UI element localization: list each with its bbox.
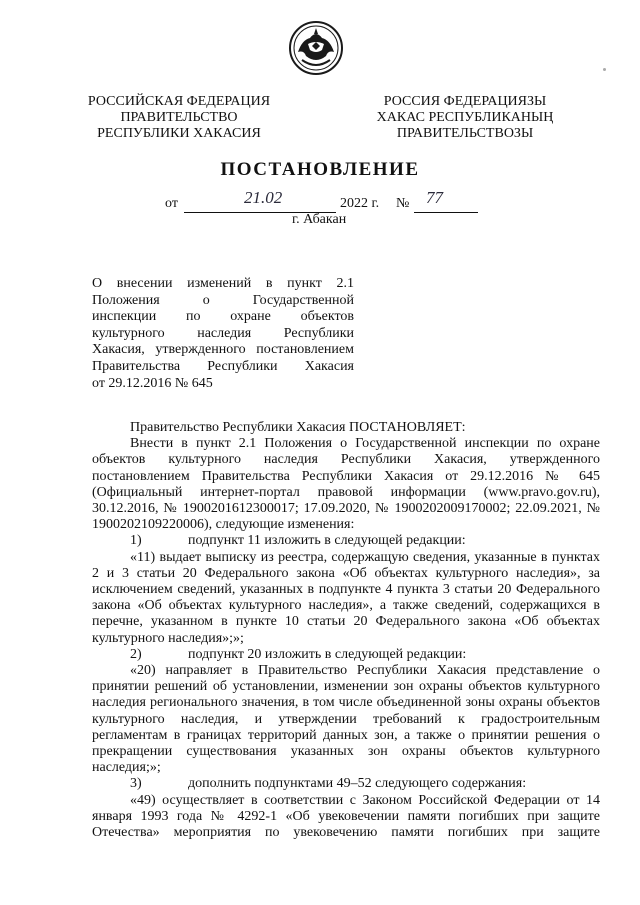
- header-left-line: ПРАВИТЕЛЬСТВО: [120, 110, 238, 125]
- header-left-block: [64, 94, 294, 142]
- subject-line: Правительства Республики Хакасия: [92, 358, 354, 374]
- header-right-line: ПРАВИТЕЛЬСТВОЗЫ: [396, 126, 534, 141]
- header-left-line: РОССИЙСКАЯ ФЕДЕРАЦИЯ: [87, 94, 271, 109]
- scan-speck: [603, 68, 606, 71]
- subject-line: Хакасия, утвержденного постановлением: [92, 342, 354, 358]
- city-name: г. Абакан: [292, 212, 347, 227]
- handwritten-number: 77: [426, 188, 443, 207]
- quote-paragraph-2: «20) направляет в Правительство Республики Хакасия представление о принятии решений об установлении, изменении зон охраны объектов культурного наследия регионального значения, в том числе объединенной зоны охраны объектов культурного наследия, и утверждении требований к градостроительным регламентам в границах территорий данных зон, а также о принятии решения о прекращении существования указанных зон охраны объектов культурного наследия;»;: [92, 663, 600, 776]
- list-item-text: подпункт 11 изложить в следующей редакции:: [188, 533, 466, 549]
- handwritten-date: 21.02: [244, 188, 283, 207]
- list-item-text: дополнить подпунктами 49–52 следующего содержания:: [188, 776, 527, 792]
- quote-paragraph-3: «49) осуществляет в соответствии с Законом Российской Федерации от 14 января 1993 года № 4292-1 «Об увековечении памяти погибших при защите Отечества» мероприятия по увековечению памяти погибших при защите: [92, 792, 600, 841]
- date-year: 2022 г.: [340, 196, 380, 211]
- header-left-line: РЕСПУБЛИКИ ХАКАСИЯ: [97, 126, 261, 141]
- number-sign: №: [396, 196, 410, 211]
- subject-block: [92, 276, 354, 392]
- decree-paragraph: Правительство Республики Хакасия ПОСТАНОВЛЯЕТ:: [130, 420, 466, 435]
- khakassia-coat-of-arms-icon: [288, 20, 344, 76]
- subject-line: О внесении изменений в пункт 2.1: [92, 276, 354, 291]
- list-item-text: подпункт 20 изложить в следующей редакции:: [188, 646, 467, 662]
- list-item-number: 1): [130, 533, 142, 549]
- list-item-number: 3): [130, 776, 142, 792]
- subject-line: культурного наследия Республики: [92, 325, 354, 341]
- header-right-line: РОССИЯ ФЕДЕРАЦИЯЗЫ: [383, 94, 547, 109]
- list-item-1: [92, 533, 600, 549]
- list-item-3: [92, 776, 600, 792]
- subject-line: от 29.12.2016 № 645: [92, 375, 213, 391]
- document-title: ПОСТАНОВЛЕНИЕ: [220, 159, 420, 180]
- intro-paragraph: Внести в пункт 2.1 Положения о Государственной инспекции по охране объектов культурного наследия Республики Хакасия, утвержденного постановлением Правительства Республики Хакасия от 29.12.2016 № 645 (Официальный интернет-портал правовой информации (www.pravo.gov.ru), 30.12.2016, № 1900201612300017; 17.09.2020, № 1900202009170002; 22.09.2021, № 1900202109220006), следующие изменения:: [92, 436, 600, 533]
- subject-line: Положения о Государственной: [92, 292, 354, 308]
- subject-line: инспекции по охране объектов: [92, 309, 354, 325]
- number-underline: [414, 212, 478, 213]
- date-prefix: от: [165, 196, 178, 211]
- list-item-number: 2): [130, 646, 142, 662]
- quote-paragraph-1: «11) выдает выписку из реестра, содержащую сведения, указанные в пунктах 2 и 3 статьи 20 Федерального закона «Об объектах культурного наследия», за исключением сведений, указанных в подпункте 4 пункта 3 статьи 20 Федерального закона «Об объектах культурного наследия», а также сведений, содержащихся в перечне, указанном в пункте 10 статьи 20 Федерального закона «Об объектах культурного наследия»;»;: [92, 549, 600, 646]
- list-item-2: [92, 647, 600, 663]
- header-right-line: ХАКАС РЕСПУБЛИКАНЫҢ: [376, 110, 554, 125]
- document-body: [92, 420, 600, 841]
- header-right-block: [350, 94, 580, 142]
